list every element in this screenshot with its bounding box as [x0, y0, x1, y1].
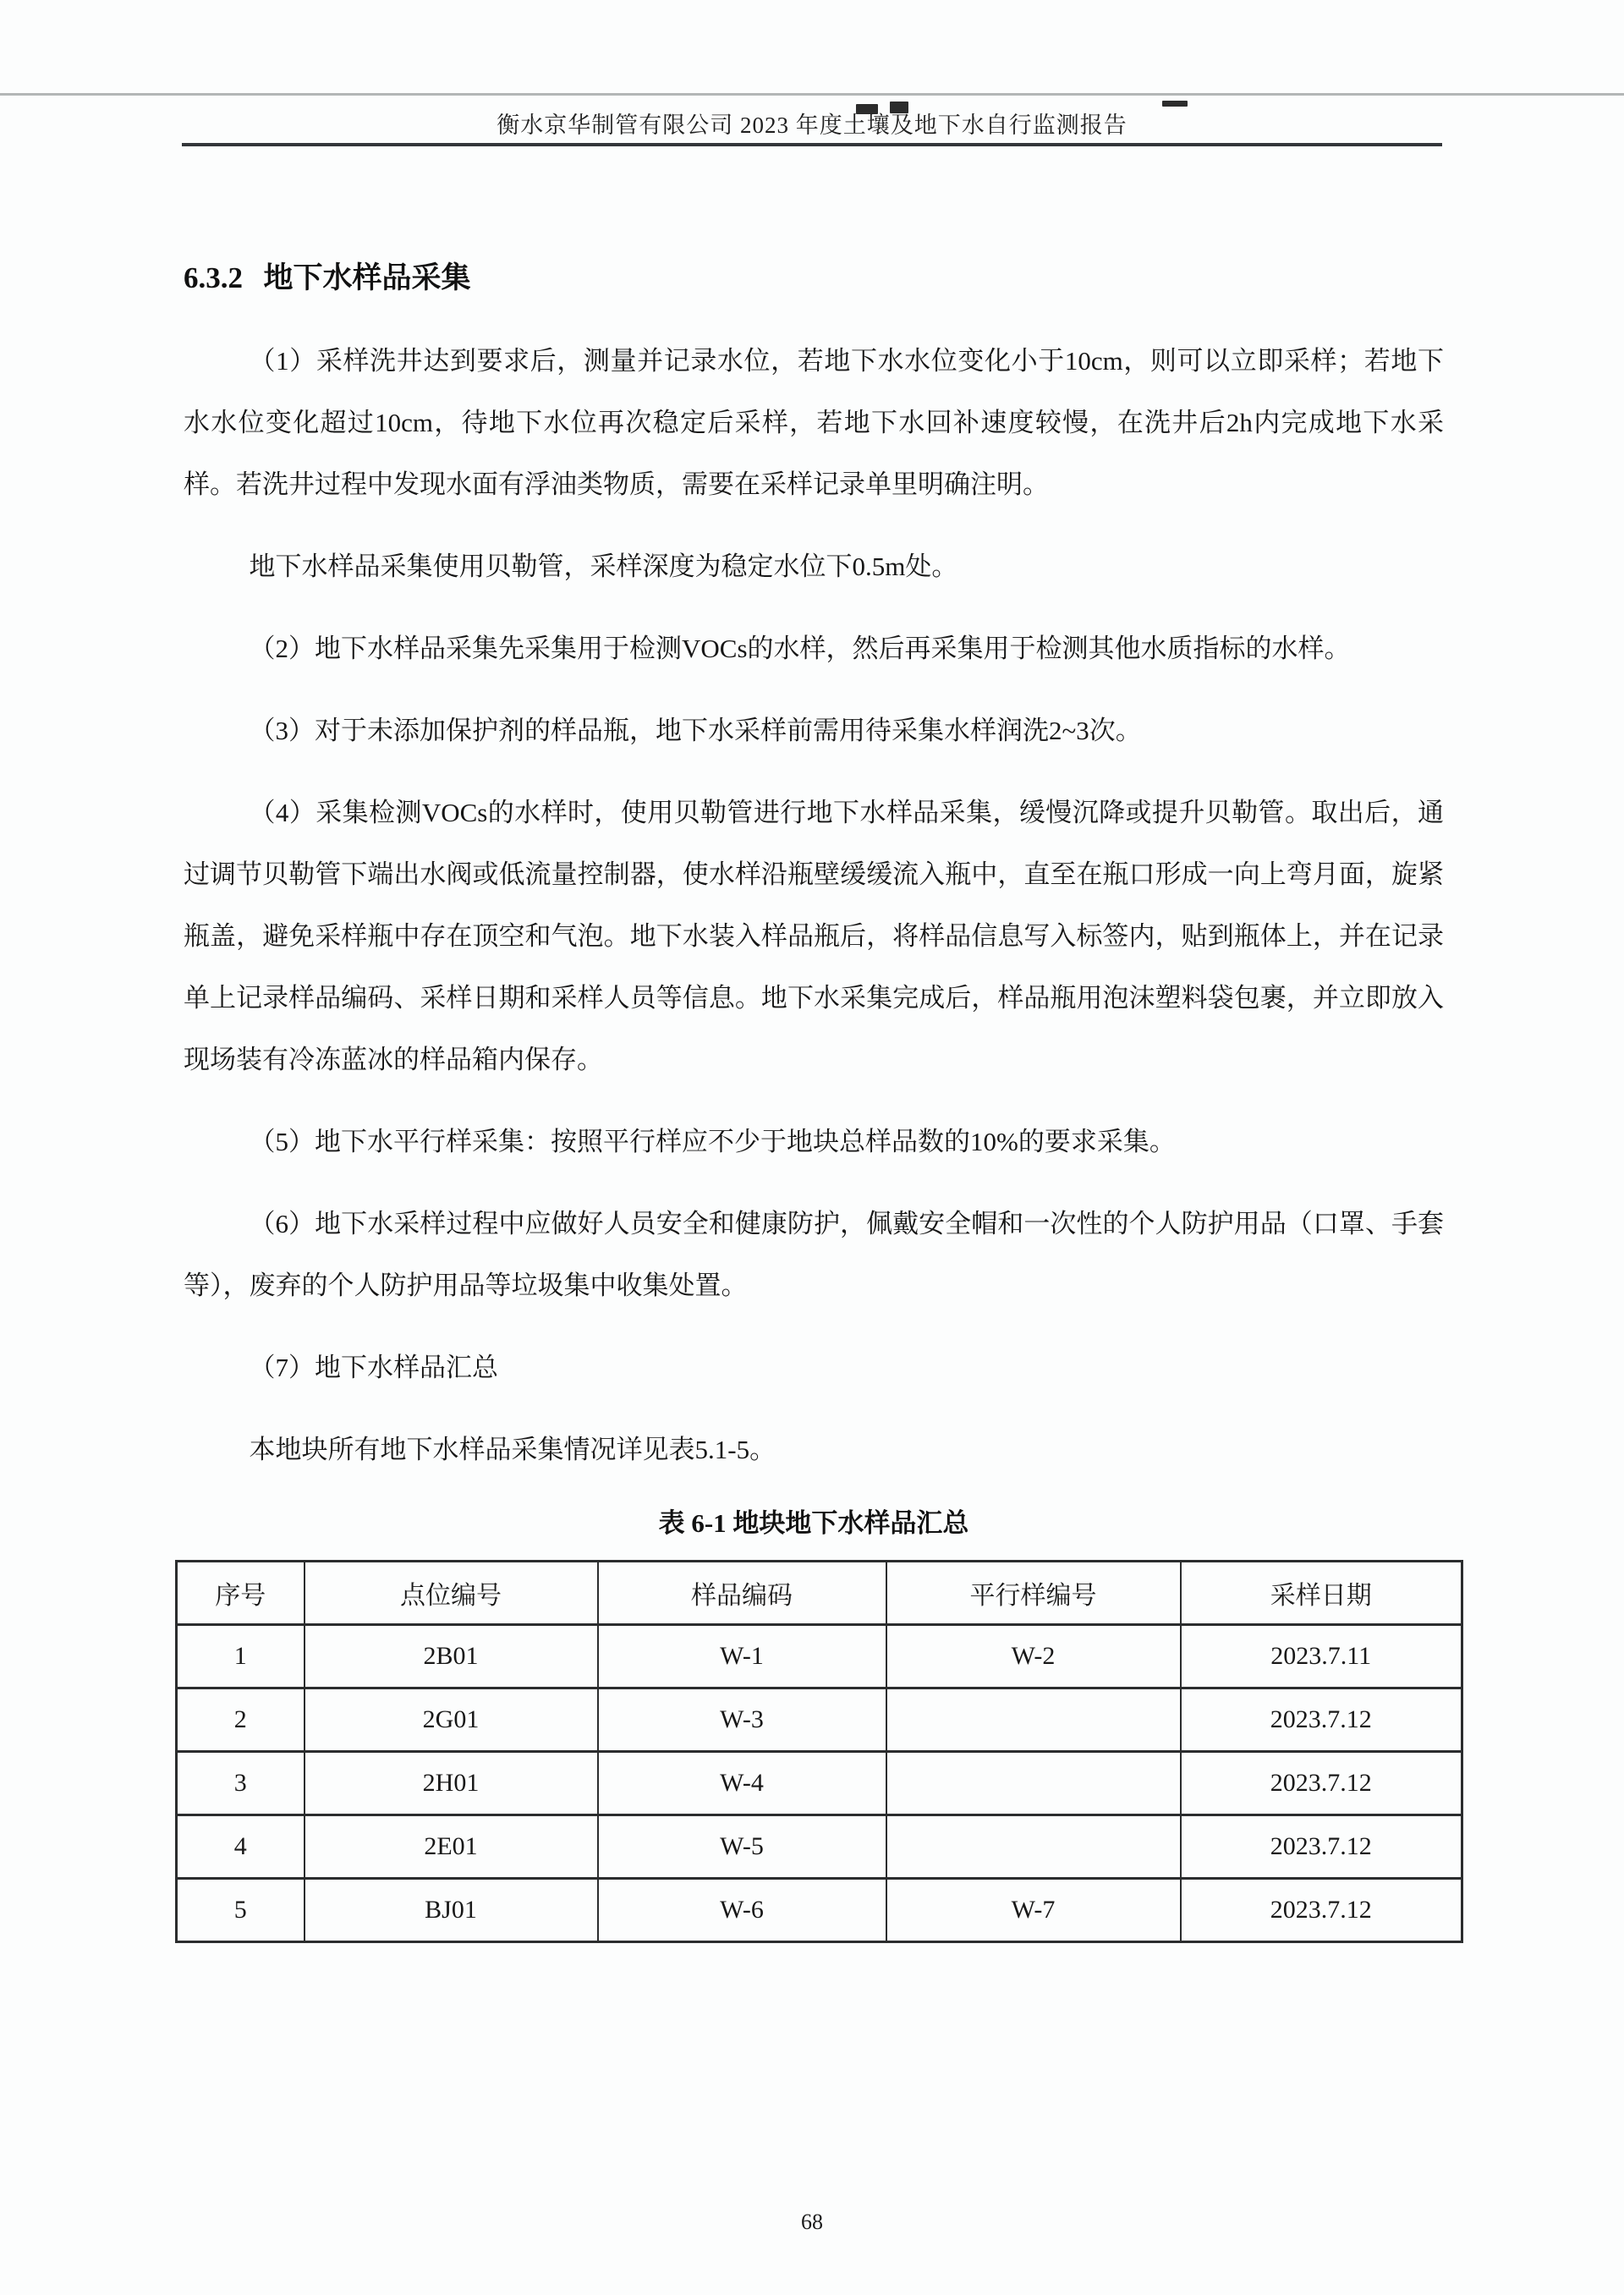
- table-cell: 2G01: [304, 1688, 598, 1752]
- table-row: [177, 1752, 1462, 1815]
- table-row: [177, 1688, 1462, 1752]
- table-cell: 2: [177, 1688, 304, 1752]
- table-cell: 2H01: [304, 1752, 598, 1815]
- paragraph: （5）地下水平行样采集：按照平行样应不少于地块总样品数的10%的要求采集。: [249, 1127, 1176, 1156]
- scan-artifact: [1162, 101, 1188, 107]
- table-cell: 2B01: [304, 1625, 598, 1688]
- table-cell: 1: [177, 1625, 304, 1688]
- table-cell: 2023.7.12: [1181, 1688, 1462, 1752]
- table-title: 表 6-1 地块地下水样品汇总: [658, 1508, 969, 1538]
- page-content: [184, 259, 1444, 1943]
- paragraph: （4）采集检测VOCs的水样时，使用贝勒管进行地下水样品采集，缓慢沉降或提升贝勒管。取出后，通过调节贝勒管下端出水阀或低流量控制器，使水样沿瓶壁缓缓流入瓶中，直至在瓶口形成一向上弯月面，旋紧瓶盖，避免采样瓶中存在顶空和气泡。地下水装入样品瓶后，将样品信息写入标签内，贴到瓶体上，并在记录单上记录样品编码、采样日期和采样人员等信息。地下水采集完成后，样品瓶用泡沫塑料袋包裹，并立即放入现场装有冷冻蓝冰的样品箱内保存。: [184, 798, 1444, 1074]
- groundwater-sample-summary-table: [175, 1560, 1463, 1943]
- table-cell: W-4: [598, 1752, 886, 1815]
- column-header-sample-code: 样品编码: [598, 1562, 886, 1625]
- section-number: 6.3.2: [184, 261, 243, 294]
- page-number: 68: [801, 2210, 823, 2234]
- paragraph: 地下水样品采集使用贝勒管，采样深度为稳定水位下0.5m处。: [249, 552, 958, 581]
- column-header-index: 序号: [177, 1562, 304, 1625]
- table-cell: W-2: [886, 1625, 1181, 1688]
- table-cell: W-7: [886, 1879, 1181, 1942]
- column-header-point-id: 点位编号: [304, 1562, 598, 1625]
- paragraph: （2）地下水样品采集先采集用于检测VOCs的水样，然后再采集用于检测其他水质指标的水样。: [249, 634, 1351, 663]
- table-cell: 2023.7.12: [1181, 1752, 1462, 1815]
- section-title: 地下水样品采集: [263, 261, 471, 294]
- paragraph: （1）采样洗井达到要求后，测量并记录水位，若地下水水位变化小于10cm，则可以立即采样；若地下水水位变化超过10cm，待地下水位再次稳定后采样，若地下水回补速度较慢，在洗井后2h内完成地下水采样。若洗井过程中发现水面有浮油类物质，需要在采样记录单里明确注明。: [184, 346, 1444, 499]
- table-cell: BJ01: [304, 1879, 598, 1942]
- table-cell: 3: [177, 1752, 304, 1815]
- table-cell: [886, 1815, 1181, 1879]
- table-cell: 4: [177, 1815, 304, 1879]
- table-cell: W-5: [598, 1815, 886, 1879]
- column-header-parallel-sample-code: 平行样编号: [886, 1562, 1181, 1625]
- paragraph: （6）地下水采样过程中应做好人员安全和健康防护，佩戴安全帽和一次性的个人防护用品（口罩、手套等），废弃的个人防护用品等垃圾集中收集处置。: [184, 1209, 1444, 1300]
- table-cell: W-1: [598, 1625, 886, 1688]
- section-heading: [184, 259, 1444, 298]
- table-row: [177, 1815, 1462, 1879]
- table-row: [177, 1625, 1462, 1688]
- table-cell: 2023.7.12: [1181, 1879, 1462, 1942]
- table-header-row: [177, 1562, 1462, 1625]
- table-cell: [886, 1752, 1181, 1815]
- paragraph: 本地块所有地下水样品采集情况详见表5.1-5。: [249, 1435, 776, 1464]
- paragraph: （7）地下水样品汇总: [249, 1353, 498, 1382]
- column-header-sampling-date: 采样日期: [1181, 1562, 1462, 1625]
- table-cell: 2E01: [304, 1815, 598, 1879]
- table-cell: W-3: [598, 1688, 886, 1752]
- table-cell: [886, 1688, 1181, 1752]
- table-cell: 2023.7.12: [1181, 1815, 1462, 1879]
- table-cell: 2023.7.11: [1181, 1625, 1462, 1688]
- table-row: [177, 1879, 1462, 1942]
- table-cell: 5: [177, 1879, 304, 1942]
- running-header-title: 衡水京华制管有限公司 2023 年度土壤及地下水自行监测报告: [497, 113, 1127, 138]
- paragraph: （3）对于未添加保护剂的样品瓶，地下水采样前需用待采集水样润洗2~3次。: [249, 716, 1142, 745]
- header-rule: [182, 143, 1442, 146]
- table-cell: W-6: [598, 1879, 886, 1942]
- page-top-rule: [0, 93, 1624, 96]
